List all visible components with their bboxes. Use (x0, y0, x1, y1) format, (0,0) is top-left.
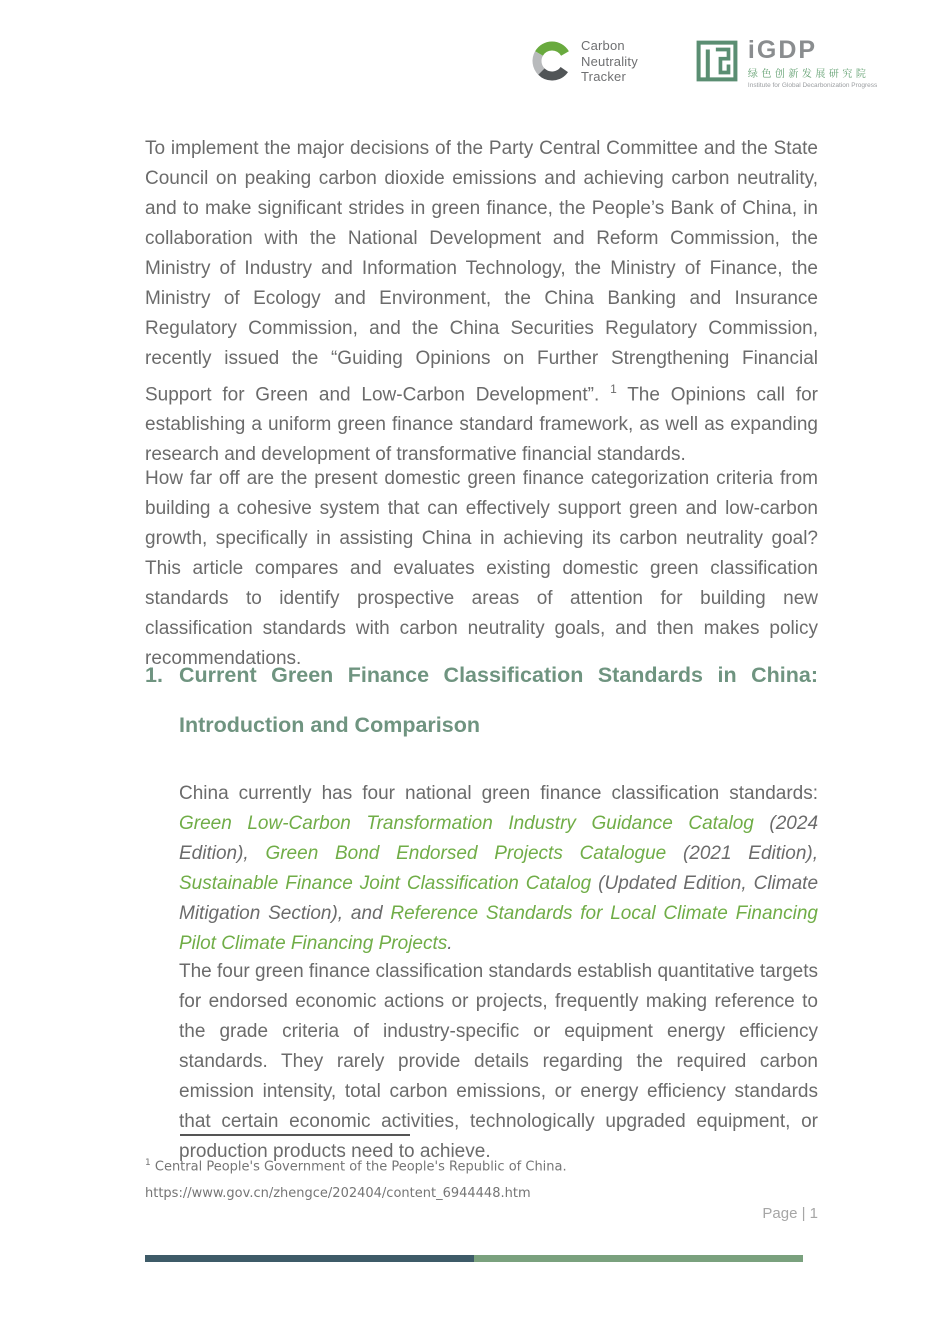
paragraph-research-question: How far off are the present domestic green finance categorization criteria from building a cohesive system that can effectively support green and low-carbon growth, specifically in assisting China in achieving its carbon neutrality goal? This article compares and evaluates existing domestic green classification standards to identify prospective areas of attention for building new classification standards with carbon neutrality goals, and then makes policy recommendations. (145, 468, 818, 669)
body-text: . (447, 933, 453, 954)
igdp-chinese-name: 绿色创新发展研究院 (747, 69, 870, 80)
igdp-seal-icon (694, 38, 740, 84)
section-title-line1: Current Green Finance Classification Standards in China: (179, 663, 818, 687)
section-number: 1. (145, 663, 163, 687)
page-number-label: Page | 1 (762, 1205, 818, 1222)
catalog-link[interactable]: Green Low-Carbon Transformation Industry Guidance Catalog (179, 813, 754, 834)
footer-bar-dark-segment (145, 1255, 474, 1262)
footnote-source (145, 1150, 818, 1180)
footnote-text: Central People's Government of the People's Republic of China. (150, 1159, 567, 1175)
paragraph-four-standards (179, 779, 818, 959)
body-text: The Opinions call for establishing a uniform green finance standard framework, as well as expanding research and development of transformative financial standards. (145, 384, 819, 466)
body-text: (Updated Edition, Climate Mitigation Section), and (179, 873, 819, 924)
igdp-logo (694, 38, 877, 89)
igdp-english-name: Institute for Global Decarbonization Progress (747, 82, 878, 89)
section-heading (145, 650, 818, 750)
footnote-reference-1[interactable]: 1 (610, 382, 617, 396)
header-logos (530, 36, 878, 90)
footnote-separator (180, 1134, 410, 1136)
section-title-line2: Introduction and Comparison (179, 713, 480, 737)
cnt-logo-text (581, 38, 638, 85)
footnote-marker: 1 (145, 1158, 151, 1168)
carbon-neutrality-tracker-logo (530, 38, 638, 85)
catalog-link[interactable]: Green Bond Endorsed Projects Catalogue (265, 843, 667, 864)
cnt-logo-line: Carbon (581, 38, 625, 53)
body-text: (2021 Edition), (666, 843, 819, 864)
cnt-ring-icon (530, 38, 574, 84)
footer-accent-bar (145, 1255, 803, 1262)
body-text: (2024 Edition), (179, 813, 819, 864)
footnote (145, 1150, 818, 1207)
paragraph-intro-opinions (145, 134, 818, 470)
cnt-logo-line: Tracker (581, 69, 626, 84)
cnt-logo-line: Neutrality (581, 53, 638, 69)
paragraph-standards-detail: The four green finance classification standards establish quantitative targets for endorsed economic actions or projects, frequently making reference to the grade criteria of industry-specific or equipment energy efficiency standards. They rarely provide details regarding the required carbon emission intensity, total carbon emissions, or energy efficiency standards that certain economic activities, technologically upgraded equipment, or production products need to achieve. (179, 961, 818, 1162)
body-text: China currently has four national green finance classification standards: (179, 783, 818, 804)
igdp-logo-text (748, 38, 877, 89)
footer-bar-green-segment (474, 1255, 803, 1262)
catalog-link[interactable]: Sustainable Finance Joint Classification Catalog (179, 873, 592, 894)
body-text: To implement the major decisions of the Party Central Committee and the State Council on peaking carbon dioxide emissions and achieving carbon neutrality, and to make significant strides in green finance, the People’s Bank of China, in collaboration with the National Development and Reform Commission, the Ministry of Industry and Information Technology, the Ministry of Finance, the Ministry of Ecology and Environment, the China Banking and Insurance Regulatory Commission, and the China Securities Regulatory Commission, recently issued the “Guiding Opinions on Further Strengthening Financial Support for Green and Low-Carbon Development”. (145, 138, 818, 406)
catalog-link[interactable]: Reference Standards for Local Climate Financing Pilot Climate Financing Projects (179, 903, 818, 954)
igdp-acronym: iGDP (747, 36, 818, 64)
footnote-url-link[interactable]: https://www.gov.cn/zhengce/202404/content_6944448.htm (145, 1186, 531, 1202)
